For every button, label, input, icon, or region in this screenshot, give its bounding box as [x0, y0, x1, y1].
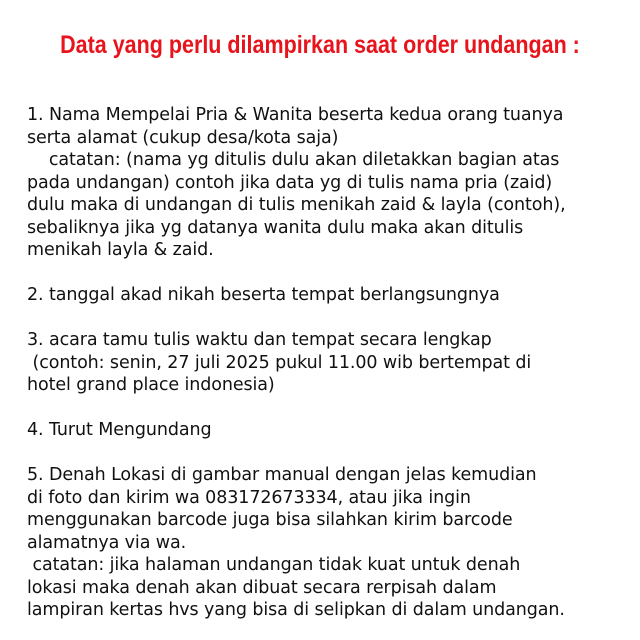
list-item-2 [27, 284, 627, 307]
text-line: 5. Denah Lokasi di gambar manual dengan jelas kemudian [27, 465, 537, 485]
page-title: Data yang perlu dilampirkan saat order undangan : [60, 31, 580, 59]
text-line: (contoh: senin, 27 juli 2025 pukul 11.00 wib bertempat di [27, 352, 532, 373]
list-item-4 [27, 419, 627, 442]
text-line: 3. acara tamu tulis waktu dan tempat secara lengkap [27, 330, 492, 350]
list-item-3 [27, 329, 627, 397]
text-line: 2. tanggal akad nikah beserta tempat berlangsungnya [27, 285, 500, 305]
spacer [27, 442, 627, 465]
text-line: di foto dan kirim wa 083172673334, atau jika ingin [27, 487, 471, 508]
text-line: menikah layla & zaid. [27, 240, 214, 260]
requirements-list [27, 104, 627, 622]
text-line: sebaliknya jika yg datanya wanita dulu maka akan ditulis [27, 217, 524, 238]
text-line: hotel grand place indonesia) [27, 375, 275, 395]
spacer [27, 307, 627, 330]
text-line: catatan: jika halaman undangan tidak kuat untuk denah [27, 555, 521, 575]
text-line: menggunakan barcode juga bisa silahkan kirim barcode [27, 510, 513, 530]
text-line: 4. Turut Mengundang [27, 420, 212, 440]
text-line: catatan: (nama yg ditulis dulu akan diletakkan bagian atas [27, 150, 560, 170]
text-line: lokasi maka denah akan dibuat secara rerpisah dalam [27, 577, 497, 598]
text-line: alamatnya via wa. [27, 532, 187, 553]
text-line: lampiran kertas hvs yang bisa di selipkan di dalam undangan. [27, 600, 565, 620]
text-line: pada undangan) contoh jika data yg di tulis nama pria (zaid) [27, 172, 553, 193]
spacer [27, 262, 627, 285]
spacer [27, 397, 627, 420]
list-item-1 [27, 104, 627, 262]
text-line: dulu maka di undangan di tulis menikah zaid & layla (contoh), [27, 195, 566, 215]
text-line: serta alamat (cukup desa/kota saja) [27, 127, 339, 148]
text-line: 1. Nama Mempelai Pria & Wanita beserta kedua orang tuanya [27, 105, 564, 125]
list-item-5 [27, 464, 627, 622]
